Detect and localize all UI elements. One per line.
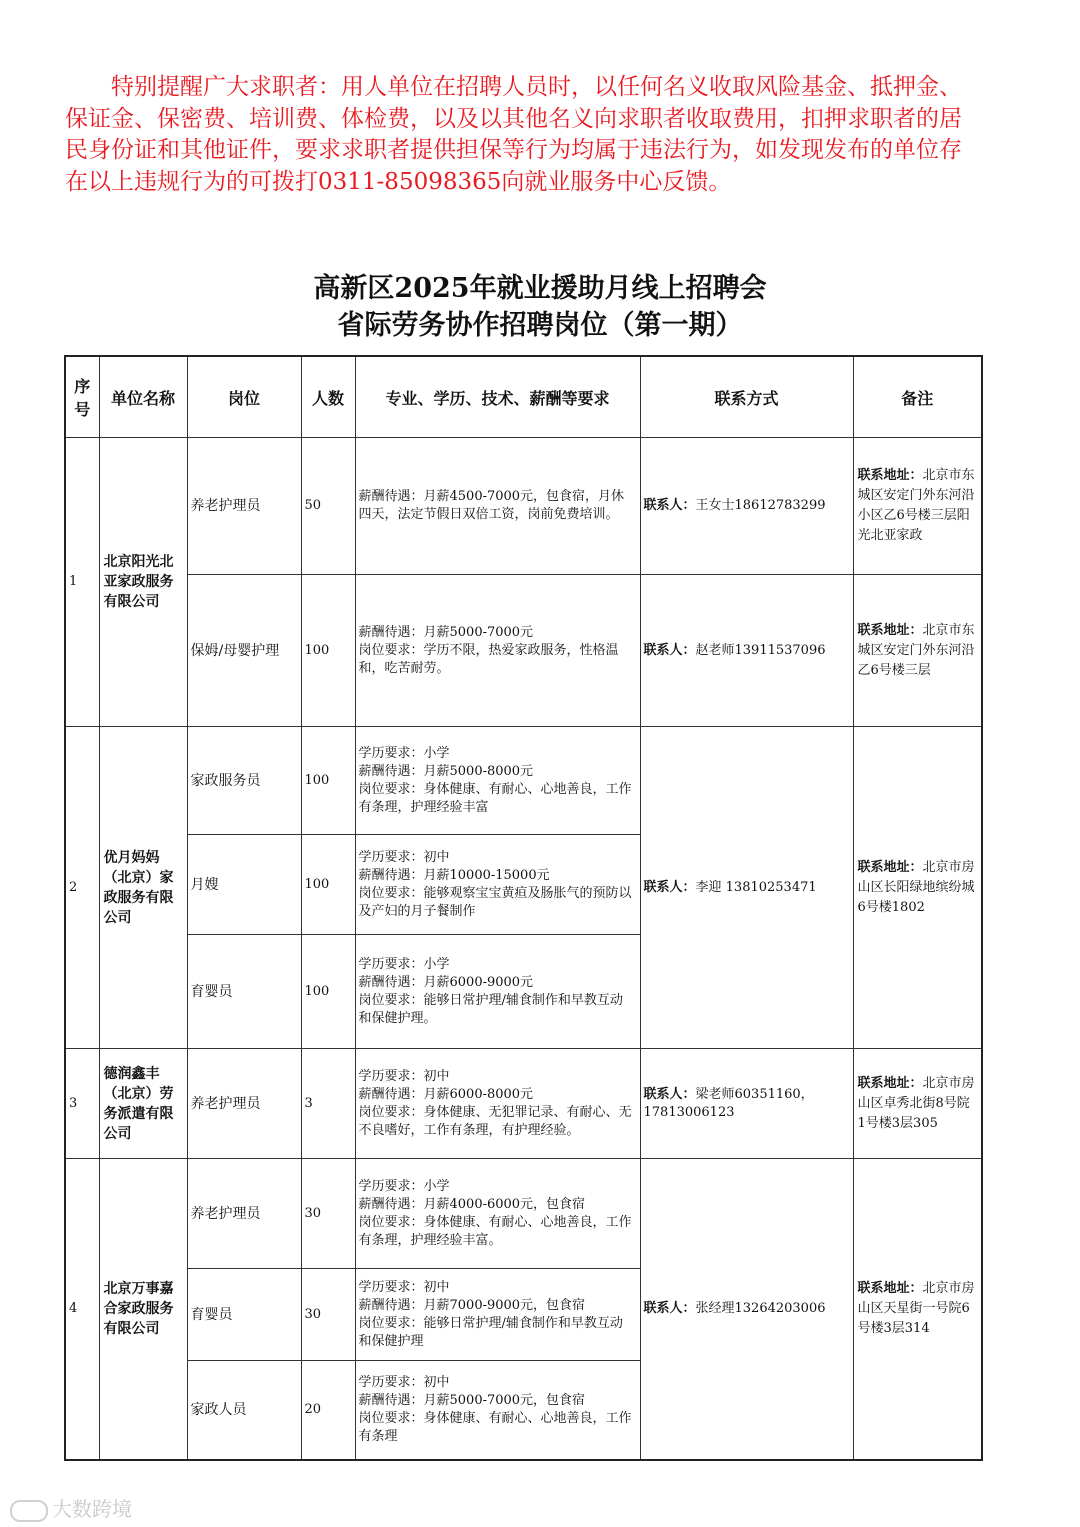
contact-cell [640, 575, 853, 727]
requirement-line: 薪酬待遇：月薪5000-7000元 [358, 624, 534, 640]
job-requirements [355, 575, 640, 727]
header-unit: 单位名称 [99, 356, 187, 438]
note-value: 北京市东城区安定门外东河沿乙6号楼三层 [857, 622, 975, 678]
requirement-line: 岗位要求：能够观察宝宝黄疸及肠胀气的预防以及产妇的月子餐制作 [358, 885, 632, 919]
job-position: 养老护理员 [187, 438, 301, 575]
requirement-line: 岗位要求：身体健康、无犯罪记录、有耐心、无不良嗜好，工作有条理，有护理经验。 [358, 1104, 632, 1138]
header-index: 序号 [65, 356, 99, 438]
page-subtitle: 省际劳务协作招聘岗位（第一期） [337, 310, 743, 341]
job-count: 100 [301, 835, 355, 935]
requirement-line: 薪酬待遇：月薪5000-8000元 [358, 763, 534, 779]
requirement-line: 薪酬待遇：月薪7000-9000元，包食宿 [358, 1297, 586, 1313]
contact-value: 王女士18612783299 [695, 498, 826, 513]
job-count: 3 [301, 1049, 355, 1159]
watermark-text: 大数跨境 [52, 1497, 132, 1521]
contact-label: 联系人： [643, 1086, 696, 1102]
table-row [65, 727, 982, 835]
row-index: 1 [65, 438, 99, 727]
job-requirements [355, 1269, 640, 1361]
job-count: 30 [301, 1269, 355, 1361]
company-name: 北京万事嘉合家政服务有限公司 [99, 1159, 187, 1460]
table-row [65, 1049, 982, 1159]
requirement-line: 薪酬待遇：月薪10000-15000元 [358, 867, 550, 883]
job-requirements [355, 1049, 640, 1159]
note-value: 北京市房山区长阳绿地缤纷城6号楼1802 [857, 859, 975, 915]
table-row [65, 575, 982, 727]
table-row [65, 1159, 982, 1269]
contact-value: 李迎 13810253471 [695, 879, 817, 895]
header-note: 备注 [853, 356, 982, 438]
requirement-line: 岗位要求：身体健康、有耐心、心地善良，工作有条理 [358, 1410, 632, 1444]
note-cell [853, 438, 982, 575]
job-requirements [355, 727, 640, 835]
note-value: 北京市房山区天星街一号院6号楼3层314 [857, 1280, 975, 1336]
job-position: 保姆/母婴护理 [187, 575, 301, 727]
job-position: 养老护理员 [187, 1159, 301, 1269]
requirement-line: 学历要求：初中 [358, 1279, 450, 1295]
job-count: 100 [301, 575, 355, 727]
contact-value: 赵老师13911537096 [695, 642, 826, 658]
requirement-line: 学历要求：初中 [358, 849, 450, 865]
header-count: 人数 [301, 356, 355, 438]
note-value: 北京市房山区卓秀北街8号院1号楼3层305 [857, 1075, 975, 1131]
job-position: 月嫂 [187, 835, 301, 935]
job-postings-table [64, 355, 983, 1461]
requirement-line: 岗位要求：能够日常护理/辅食制作和早教互动和保健护理。 [358, 992, 623, 1026]
note-cell [853, 1159, 982, 1460]
header-position: 岗位 [187, 356, 301, 438]
page-title: 高新区2025年就业援助月线上招聘会 [313, 273, 767, 304]
requirement-line: 薪酬待遇：月薪5000-7000元，包食宿 [358, 1392, 586, 1408]
company-name: 北京阳光北亚家政服务有限公司 [99, 438, 187, 727]
requirement-line: 岗位要求：身体健康、有耐心、心地善良，工作有条理，护理经验丰富。 [358, 1214, 632, 1248]
job-count: 50 [301, 438, 355, 575]
note-label: 联系地址： [857, 859, 923, 875]
note-label: 联系地址： [857, 1280, 923, 1296]
job-position: 家政服务员 [187, 727, 301, 835]
contact-cell [640, 1049, 853, 1159]
requirement-line: 学历要求：小学 [358, 956, 450, 972]
requirement-line: 学历要求：初中 [358, 1068, 450, 1084]
contact-label: 联系人： [643, 1300, 696, 1316]
note-label: 联系地址： [857, 1075, 923, 1091]
watermark [10, 1493, 132, 1522]
job-position: 育婴员 [187, 1269, 301, 1361]
job-requirements [355, 935, 640, 1049]
requirement-line: 薪酬待遇：月薪6000-9000元 [358, 974, 534, 990]
header-contact: 联系方式 [640, 356, 853, 438]
company-name: 优月妈妈（北京）家政服务有限公司 [99, 727, 187, 1049]
table-header-row [65, 356, 982, 438]
contact-label: 联系人： [643, 879, 696, 895]
note-cell [853, 727, 982, 1049]
requirement-line: 学历要求：小学 [358, 745, 450, 761]
job-requirements [355, 835, 640, 935]
contact-value: 梁老师60351160，17813006123 [643, 1086, 814, 1120]
note-cell [853, 575, 982, 727]
contact-label: 联系人： [643, 498, 696, 513]
contact-cell [640, 727, 853, 1049]
job-position: 养老护理员 [187, 1049, 301, 1159]
requirement-line: 薪酬待遇：月薪4000-6000元，包食宿 [358, 1196, 586, 1212]
note-label: 联系地址： [857, 622, 923, 638]
row-index: 4 [65, 1159, 99, 1460]
watermark-logo-icon [10, 1500, 48, 1522]
job-position: 家政人员 [187, 1361, 301, 1460]
note-value: 北京市东城区安定门外东河沿小区乙6号楼三层阳光北亚家政 [857, 468, 975, 543]
contact-cell [640, 1159, 853, 1460]
row-index: 2 [65, 727, 99, 1049]
table-row [65, 438, 982, 575]
requirement-line: 岗位要求：身体健康、有耐心、心地善良，工作有条理，护理经验丰富 [358, 781, 632, 815]
row-index: 3 [65, 1049, 99, 1159]
requirement-line: 学历要求：小学 [358, 1178, 450, 1194]
requirement-line: 薪酬待遇：月薪4500-7000元，包食宿，月休四天，法定节假日双倍工资，岗前免费培训。 [358, 489, 625, 522]
job-count: 100 [301, 935, 355, 1049]
header-requirements: 专业、学历、技术、薪酬等要求 [355, 356, 640, 438]
requirement-line: 学历要求：初中 [358, 1374, 450, 1390]
job-count: 100 [301, 727, 355, 835]
job-requirements [355, 1159, 640, 1269]
job-count: 20 [301, 1361, 355, 1460]
note-label: 联系地址： [857, 468, 923, 483]
requirement-line: 岗位要求：学历不限，热爱家政服务，性格温和，吃苦耐劳。 [358, 642, 619, 676]
job-position: 育婴员 [187, 935, 301, 1049]
contact-cell [640, 438, 853, 575]
requirement-line: 薪酬待遇：月薪6000-8000元 [358, 1086, 534, 1102]
requirement-line: 岗位要求：能够日常护理/辅食制作和早教互动和保健护理 [358, 1315, 623, 1349]
job-count: 30 [301, 1159, 355, 1269]
contact-label: 联系人： [643, 642, 696, 658]
fraud-warning-notice: 特别提醒广大求职者：用人单位在招聘人员时，以任何名义收取风险基金、抵押金、保证金、保密费、培训费、体检费，以及以其他名义向求职者收取费用，扣押求职者的居民身份证和其他证件，要求求职者提供担保等行为均属于违法行为，如发现发布的单位存在以上违规行为的可拨打0311-85098365向就业服务中心反馈。 [65, 74, 962, 195]
job-requirements [355, 1361, 640, 1460]
job-requirements [355, 438, 640, 575]
company-name: 德润鑫丰（北京）劳务派遣有限公司 [99, 1049, 187, 1159]
note-cell [853, 1049, 982, 1159]
contact-value: 张经理13264203006 [695, 1300, 826, 1316]
